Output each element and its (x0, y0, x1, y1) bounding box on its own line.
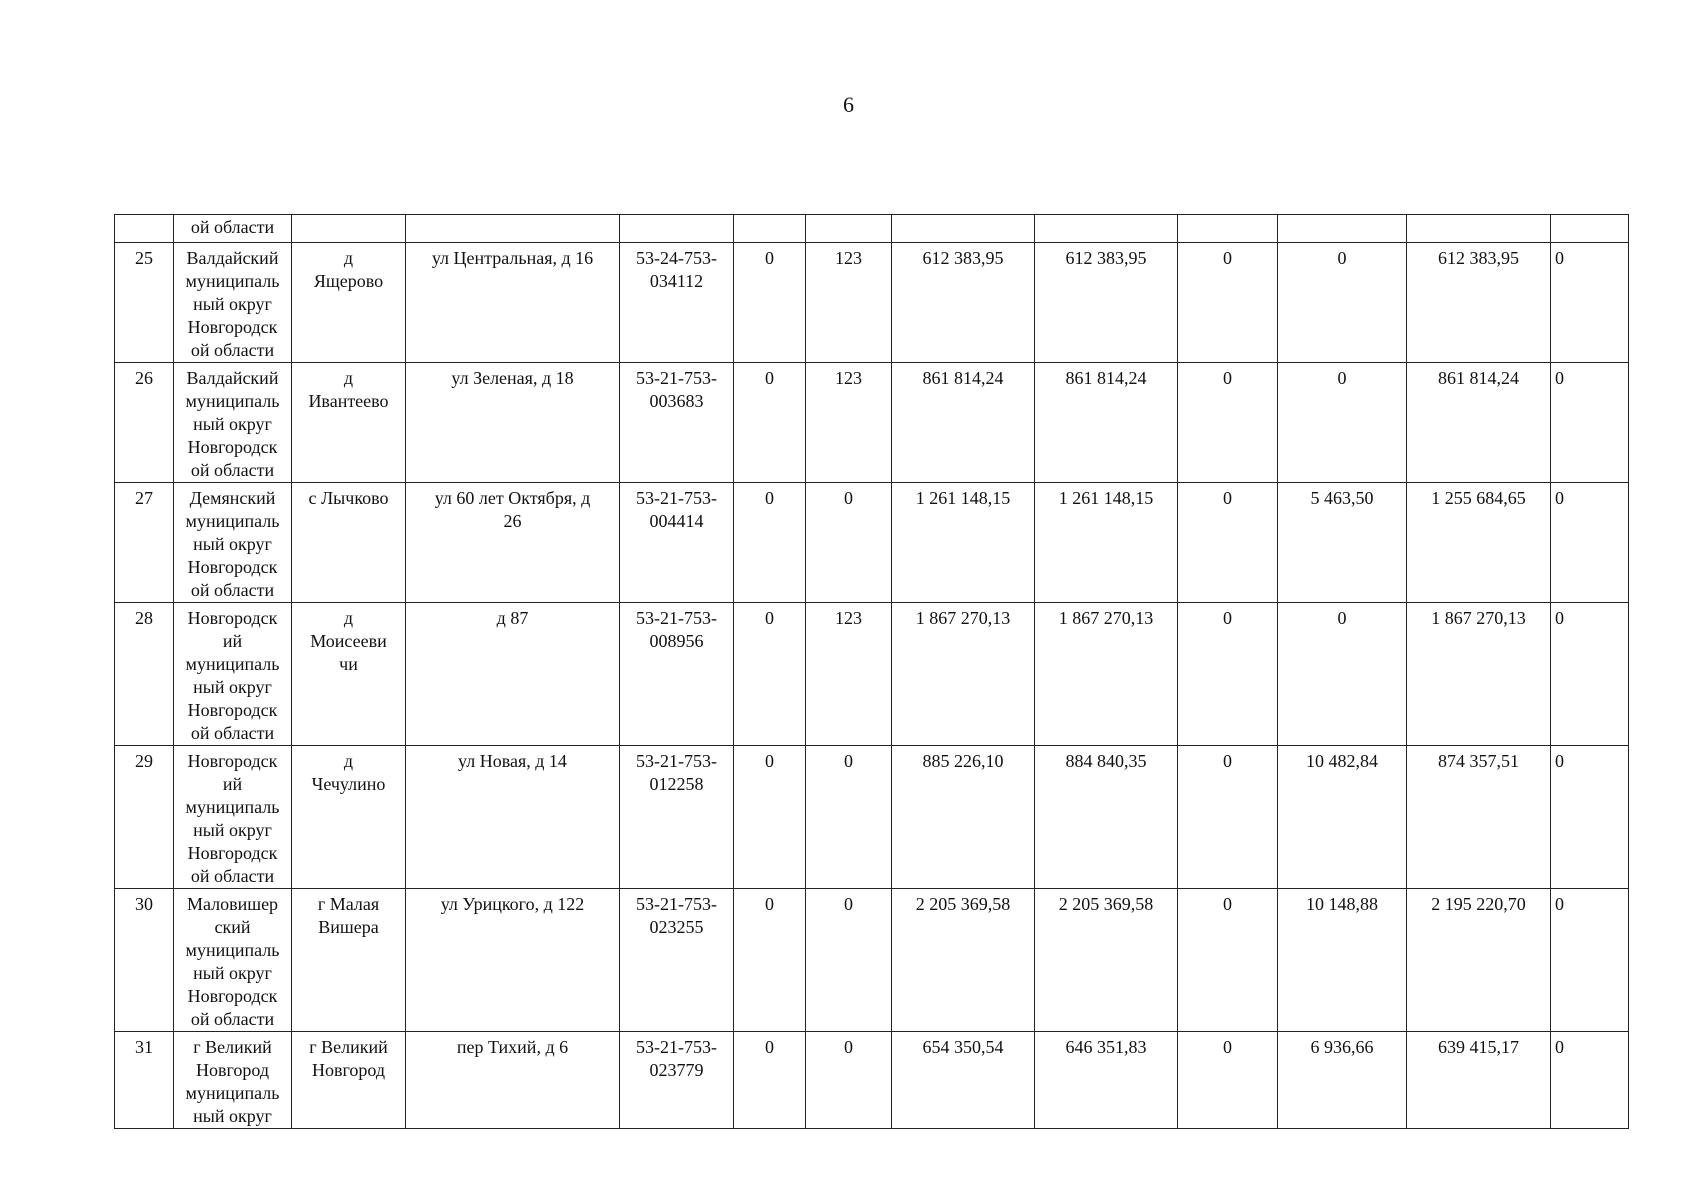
cell-municipality: г Великий Новгород муниципаль ный округ (174, 1032, 292, 1129)
cell-municipality: ой области (174, 215, 292, 243)
cell-a1: 1 867 270,13 (892, 603, 1035, 746)
cell-locality: д Чечулино (292, 746, 406, 889)
cell-a6: 0 (1551, 483, 1629, 603)
cell-code: 53-21-753- 023255 (620, 889, 734, 1032)
cell-a1: 2 205 369,58 (892, 889, 1035, 1032)
table-row (115, 746, 1629, 889)
cell-a3 (1178, 215, 1278, 243)
cell-a5: 1 255 684,65 (1407, 483, 1551, 603)
cell-a5: 874 357,51 (1407, 746, 1551, 889)
cell-a3: 0 (1178, 243, 1278, 363)
cell-a3: 0 (1178, 1032, 1278, 1129)
cell-a3: 0 (1178, 483, 1278, 603)
cell-v1: 0 (734, 363, 806, 483)
cell-v1: 0 (734, 1032, 806, 1129)
cell-a2: 646 351,83 (1035, 1032, 1178, 1129)
cell-a6: 0 (1551, 746, 1629, 889)
cell-a1: 612 383,95 (892, 243, 1035, 363)
cell-a5: 612 383,95 (1407, 243, 1551, 363)
cell-a4: 6 936,66 (1278, 1032, 1407, 1129)
cell-locality: г Великий Новгород (292, 1032, 406, 1129)
cell-a5: 639 415,17 (1407, 1032, 1551, 1129)
cell-municipality: Новгородск ий муниципаль ный округ Новгородск ой области (174, 746, 292, 889)
table-row (115, 243, 1629, 363)
cell-a4: 10 148,88 (1278, 889, 1407, 1032)
cell-v1 (734, 215, 806, 243)
cell-a1 (892, 215, 1035, 243)
cell-locality: д Ивантеево (292, 363, 406, 483)
cell-address: ул Центральная, д 16 (406, 243, 620, 363)
cell-address: ул Новая, д 14 (406, 746, 620, 889)
cell-a5: 861 814,24 (1407, 363, 1551, 483)
cell-a2: 2 205 369,58 (1035, 889, 1178, 1032)
cell-num: 26 (115, 363, 174, 483)
cell-a4: 5 463,50 (1278, 483, 1407, 603)
cell-a1: 654 350,54 (892, 1032, 1035, 1129)
cell-a4: 10 482,84 (1278, 746, 1407, 889)
cell-address: пер Тихий, д 6 (406, 1032, 620, 1129)
cell-v2: 123 (806, 603, 892, 746)
cell-locality: д Ящерово (292, 243, 406, 363)
page-number: 6 (843, 92, 854, 117)
cell-a2 (1035, 215, 1178, 243)
cell-municipality: Маловишер ский муниципаль ный округ Новгородск ой области (174, 889, 292, 1032)
cell-a3: 0 (1178, 746, 1278, 889)
cell-a3: 0 (1178, 889, 1278, 1032)
cell-locality: д Моисееви чи (292, 603, 406, 746)
cell-locality (292, 215, 406, 243)
cell-address: ул Зеленая, д 18 (406, 363, 620, 483)
cell-num: 30 (115, 889, 174, 1032)
cell-a2: 612 383,95 (1035, 243, 1178, 363)
cell-a5 (1407, 215, 1551, 243)
cell-num: 28 (115, 603, 174, 746)
cell-code: 53-21-753- 012258 (620, 746, 734, 889)
cell-v1: 0 (734, 746, 806, 889)
table-row (115, 603, 1629, 746)
continuation-row (115, 215, 1629, 243)
cell-a2: 1 261 148,15 (1035, 483, 1178, 603)
cell-municipality: Демянский муниципаль ный округ Новгородск ой области (174, 483, 292, 603)
cell-a6 (1551, 215, 1629, 243)
cell-num: 25 (115, 243, 174, 363)
cell-address: ул Урицкого, д 122 (406, 889, 620, 1032)
register-table (114, 214, 1629, 1129)
cell-address: д 87 (406, 603, 620, 746)
cell-municipality: Новгородск ий муниципаль ный округ Новгородск ой области (174, 603, 292, 746)
cell-code: 53-21-753- 023779 (620, 1032, 734, 1129)
cell-a6: 0 (1551, 363, 1629, 483)
table-row (115, 1032, 1629, 1129)
cell-a6: 0 (1551, 1032, 1629, 1129)
cell-a5: 2 195 220,70 (1407, 889, 1551, 1032)
cell-a4 (1278, 215, 1407, 243)
table-row (115, 363, 1629, 483)
cell-a4: 0 (1278, 603, 1407, 746)
cell-a3: 0 (1178, 363, 1278, 483)
cell-a3: 0 (1178, 603, 1278, 746)
cell-a2: 1 867 270,13 (1035, 603, 1178, 746)
cell-v2: 123 (806, 243, 892, 363)
table-row (115, 483, 1629, 603)
cell-code: 53-21-753- 004414 (620, 483, 734, 603)
cell-locality: с Лычково (292, 483, 406, 603)
cell-v2 (806, 215, 892, 243)
cell-address: ул 60 лет Октября, д 26 (406, 483, 620, 603)
cell-v2: 0 (806, 889, 892, 1032)
table-row (115, 889, 1629, 1032)
cell-code: 53-24-753- 034112 (620, 243, 734, 363)
cell-v2: 0 (806, 483, 892, 603)
cell-a1: 861 814,24 (892, 363, 1035, 483)
cell-a5: 1 867 270,13 (1407, 603, 1551, 746)
cell-a6: 0 (1551, 243, 1629, 363)
cell-num: 31 (115, 1032, 174, 1129)
cell-v1: 0 (734, 483, 806, 603)
cell-a6: 0 (1551, 889, 1629, 1032)
cell-a4: 0 (1278, 243, 1407, 363)
cell-code: 53-21-753- 008956 (620, 603, 734, 746)
cell-municipality: Валдайский муниципаль ный округ Новгородск ой области (174, 243, 292, 363)
cell-v2: 0 (806, 1032, 892, 1129)
cell-v2: 0 (806, 746, 892, 889)
cell-num (115, 215, 174, 243)
cell-v2: 123 (806, 363, 892, 483)
cell-v1: 0 (734, 603, 806, 746)
cell-a2: 884 840,35 (1035, 746, 1178, 889)
cell-a1: 885 226,10 (892, 746, 1035, 889)
cell-address (406, 215, 620, 243)
cell-v1: 0 (734, 889, 806, 1032)
cell-a2: 861 814,24 (1035, 363, 1178, 483)
cell-code: 53-21-753- 003683 (620, 363, 734, 483)
cell-a1: 1 261 148,15 (892, 483, 1035, 603)
cell-num: 27 (115, 483, 174, 603)
cell-a6: 0 (1551, 603, 1629, 746)
cell-a4: 0 (1278, 363, 1407, 483)
cell-municipality: Валдайский муниципаль ный округ Новгородск ой области (174, 363, 292, 483)
cell-v1: 0 (734, 243, 806, 363)
cell-locality: г Малая Вишера (292, 889, 406, 1032)
cell-num: 29 (115, 746, 174, 889)
cell-code (620, 215, 734, 243)
